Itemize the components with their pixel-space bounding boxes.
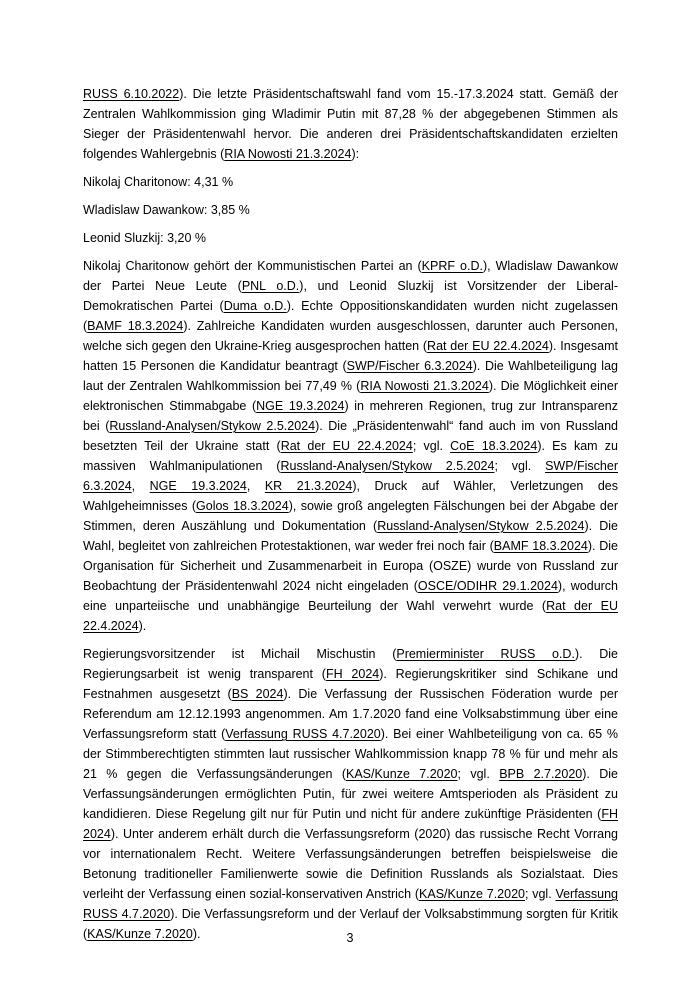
citation-link[interactable]: RIA Nowosti 21.3.2024 — [224, 147, 352, 161]
text-run: ). Insgesamt hatten 15 Personen die Kandidatur beantragt ( — [83, 339, 618, 373]
citation-link[interactable]: KAS/Kunze 7.2020 — [419, 887, 525, 901]
text-run: ). Die Verfassungsreform und der Verlauf der Volksabstimmung sorgten für Kritik ( — [83, 907, 619, 941]
text-run: ; vgl. — [524, 887, 556, 901]
result-line-dawankow — [83, 200, 618, 220]
text-run: ) in mehreren Regionen, trug zur Intransparenz bei ( — [83, 399, 618, 433]
citation-link[interactable]: Rat der EU 22.4.2024 — [83, 599, 618, 633]
text-run: ). Die Verfassung der Russischen Föderation wurde per Referendum am 12.12.1993 angenommen. Am 1.7.2020 fand eine Volksabstimmung über eine Verfassungsreform statt ( — [83, 687, 618, 741]
citation-link[interactable]: Russland-Analysen/Stykow 2.5.2024 — [109, 419, 316, 433]
text-run: ). — [192, 927, 201, 941]
text-run: ). Die Regierungsarbeit ist wenig transparent ( — [83, 647, 618, 681]
text-run: Nikolaj Charitonow: 4,31 % — [83, 175, 234, 189]
citation-link[interactable]: KR 21.3.2024 — [264, 479, 353, 493]
text-run: ). Die „Präsidentenwahl“ fand auch im von Russland besetzten Teil der Ukraine statt ( — [83, 419, 618, 453]
paragraph-candidates-manipulation — [83, 256, 618, 636]
text-run: Nikolaj Charitonow gehört der Kommunistischen Partei an ( — [83, 259, 422, 273]
text-run: ; vgl. — [457, 767, 500, 781]
document-body — [83, 84, 618, 944]
citation-link[interactable]: Premierminister RUSS o.D. — [396, 647, 575, 661]
citation-link[interactable]: NGE 19.3.2024 — [256, 399, 345, 413]
citation-link[interactable]: Rat der EU 22.4.2024 — [427, 339, 549, 353]
citation-link[interactable]: RIA Nowosti 21.3.2024 — [360, 379, 489, 393]
paragraph-government-constitution — [83, 644, 618, 944]
text-run: Wladislaw Dawankow: 3,85 % — [83, 203, 250, 217]
citation-link[interactable]: NGE 19.3.2024 — [149, 479, 247, 493]
citation-link[interactable]: OSCE/ODIHR 29.1.2024 — [417, 579, 558, 593]
text-run: , — [246, 479, 265, 493]
text-run: ). Die Möglichkeit einer elektronischen Stimmabgabe ( — [83, 379, 618, 413]
result-line-sluzkij — [83, 228, 618, 248]
citation-link[interactable]: KPRF o.D. — [421, 259, 483, 273]
text-run: ). Die Wahlbeteiligung lag laut der Zentralen Wahlkommission bei 77,49 % ( — [83, 359, 618, 393]
text-run: ; vgl. — [494, 459, 546, 473]
citation-link[interactable]: FH 2024 — [325, 667, 380, 681]
citation-link[interactable]: Rat der EU 22.4.2024 — [280, 439, 413, 453]
citation-link[interactable]: FH 2024 — [83, 807, 618, 841]
citation-link[interactable]: SWP/Fischer 6.3.2024 — [83, 459, 619, 493]
text-run: ), sowie groß angelegten Fälschungen bei der Abgabe der Stimmen, deren Auszählung und Dokumentation ( — [83, 499, 618, 533]
text-run: ). Die Wahl, begleitet von zahlreichen Protestaktionen, war weder frei noch fair ( — [83, 519, 619, 553]
citation-link[interactable]: KAS/Kunze 7.2020 — [345, 767, 458, 781]
citation-link[interactable]: SWP/Fischer 6.3.2024 — [346, 359, 473, 373]
citation-link[interactable]: PNL o.D. — [241, 279, 300, 293]
paragraph-election-result — [83, 84, 618, 164]
text-run: ). Die Organisation für Sicherheit und Zusammenarbeit in Europa (OSZE) wurde von Russland zur Beobachtung der Präsidentenwahl 2024 nicht eingeladen ( — [83, 539, 618, 593]
citation-link[interactable]: KAS/Kunze 7.2020 — [87, 927, 193, 941]
citation-link[interactable]: Duma o.D. — [223, 299, 287, 313]
citation-link[interactable]: Verfassung RUSS 4.7.2020 — [225, 727, 381, 741]
text-run: ). — [138, 619, 147, 633]
text-run: , — [131, 479, 150, 493]
text-run: ), Wladislaw Dawankow der Partei Neue Leute ( — [83, 259, 619, 293]
citation-link[interactable]: Verfassung RUSS 4.7.2020 — [83, 887, 618, 921]
text-run: ). Es kam zu massiven Wahlmanipulationen ( — [83, 439, 618, 473]
text-run: ). Regierungskritiker sind Schikane und Festnahmen ausgesetzt ( — [83, 667, 619, 701]
page-number: 3 — [346, 931, 354, 945]
result-line-charitonow — [83, 172, 618, 192]
text-run: Leonid Sluzkij: 3,20 % — [83, 231, 206, 245]
text-run: ), Druck auf Wähler, Verletzungen des Wahlgeheimnisses ( — [83, 479, 618, 513]
text-run: ; vgl. — [412, 439, 451, 453]
citation-link[interactable]: RUSS 6.10.2022 — [83, 87, 180, 101]
citation-link[interactable]: CoE 18.3.2024 — [450, 439, 538, 453]
citation-link[interactable]: BS 2024 — [231, 687, 284, 701]
citation-link[interactable]: BAMF 18.3.2024 — [493, 539, 588, 553]
citation-link[interactable]: Russland-Analysen/Stykow 2.5.2024 — [377, 519, 585, 533]
text-run: ), wodurch eine unparteiische und unabhängige Beurteilung der Wahl verwehrt wurde ( — [83, 579, 619, 613]
citation-link[interactable]: BPB 2.7.2020 — [499, 767, 583, 781]
text-run: ). Unter anderem erhält durch die Verfassungsreform (2020) das russische Recht Vorrang vor internationalem Recht. Weitere Verfassungsänderungen betreffen beispielsweise die Betonung traditioneller Familienwerte sowie die Definition Russlands als Sozialstaat. Dies verleiht der Verfassung einen sozial-konservativen Anstrich ( — [83, 827, 618, 901]
citation-link[interactable]: BAMF 18.3.2024 — [87, 319, 184, 333]
citation-link[interactable]: Golos 18.3.2024 — [196, 499, 289, 513]
text-run: ). Die letzte Präsidentschaftswahl fand vom 15.-17.3.2024 statt. Gemäß der Zentralen Wahlkommission ging Wladimir Putin mit 87,28 % der abgegebenen Stimmen als Sieger der Präsidentenwahl hervor. Die anderen drei Präsidentschaftskandidaten erzielten folgendes Wahlergebnis ( — [83, 87, 619, 161]
text-run: ): — [351, 147, 360, 161]
text-run: ). Bei einer Wahlbeteiligung von ca. 65 % der Stimmberechtigten stimmten laut russischer Wahlkommission knapp 78 % für und mehr als 21 % gegen die Verfassungsänderungen ( — [83, 727, 618, 781]
text-run: ). Zahlreiche Kandidaten wurden ausgeschlossen, darunter auch Personen, welche sich gegen den Ukraine-Krieg ausgesprochen hatten ( — [83, 319, 618, 353]
text-run: ). Echte Oppositionskandidaten wurden nicht zugelassen ( — [83, 299, 619, 333]
citation-link[interactable]: Russland-Analysen/Stykow 2.5.2024 — [280, 459, 495, 473]
text-run: Regierungsvorsitzender ist Michail Mischustin ( — [83, 647, 397, 661]
text-run: ), und Leonid Sluzkij ist Vorsitzender der Liberal-Demokratischen Partei ( — [83, 279, 618, 313]
text-run: ). Die Verfassungsänderungen ermöglichten Putin, für zwei weitere Amtsperioden als Präsident zu kandidieren. Diese Regelung gilt nur für Putin und nicht für andere zukünftige Präsidenten ( — [83, 767, 618, 821]
